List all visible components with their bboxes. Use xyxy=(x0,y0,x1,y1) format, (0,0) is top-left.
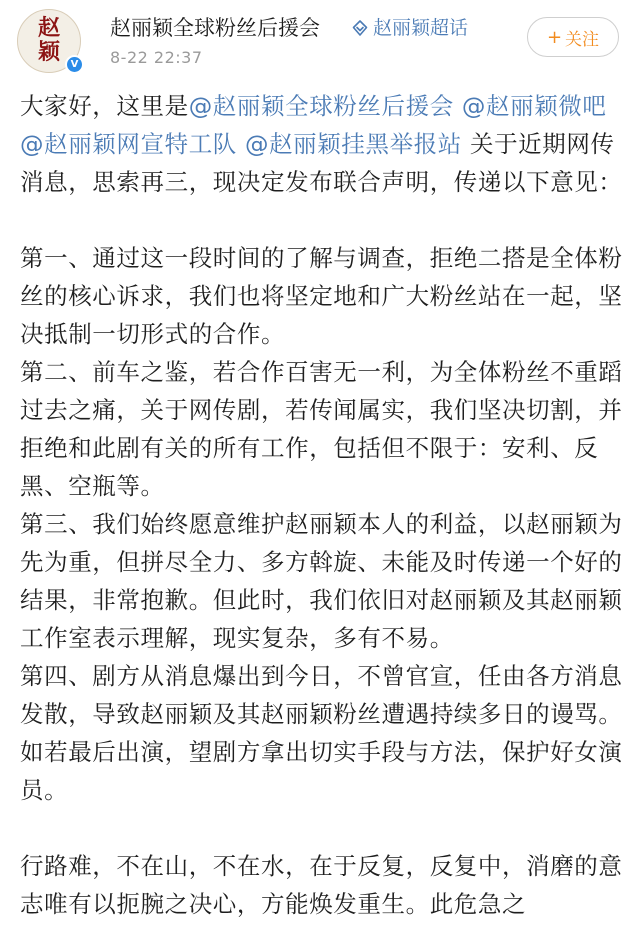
verified-v-icon: V xyxy=(65,55,84,74)
paragraph-gap xyxy=(20,201,626,239)
super-topic-link[interactable] xyxy=(351,14,468,42)
intro-prefix: 大家好，这里是 xyxy=(20,92,189,120)
avatar-logo-top-char: 赵 xyxy=(37,15,60,41)
post-header xyxy=(0,0,636,80)
intro-paragraph xyxy=(20,87,626,201)
mention-link[interactable]: @赵丽颖挂黑举报站 xyxy=(244,130,462,158)
follow-button-label: 关注 xyxy=(565,29,600,50)
mention-link[interactable]: @赵丽颖全球粉丝后援会 xyxy=(188,92,454,120)
mention-link[interactable]: @赵丽颖微吧 xyxy=(461,92,607,120)
super-topic-icon xyxy=(351,19,369,37)
avatar-logo-bottom-char: 颖 xyxy=(37,39,60,65)
super-topic-label: 赵丽颖超话 xyxy=(373,17,469,39)
post-body xyxy=(20,87,626,923)
point-paragraph: 第二、前车之鉴，若合作百害无一利，为全体粉丝不重蹈过去之痛，关于网传剧，若传闻属实，我们坚决切割，并拒绝和此剧有关的所有工作，包括但不限于：安利、反黑、空瓶等。 xyxy=(20,358,623,500)
point-paragraph: 第一、通过这一段时间的了解与调查，拒绝二搭是全体粉丝的核心诉求，我们也将坚定地和广大粉丝站在一起，坚决抵制一切形式的合作。 xyxy=(20,244,623,348)
closing-paragraph: 行路难，不在山，不在水，在于反复，反复中，消磨的意志唯有以扼腕之决心，方能焕发重生。此危急之 xyxy=(20,852,623,918)
point-paragraph: 第四、剧方从消息爆出到今日，不曾官宣，任由各方消息发散，导致赵丽颖及其赵丽颖粉丝遭遇持续多日的谩骂。如若最后出演，望剧方拿出切实手段与方法，保护好女演员。 xyxy=(20,662,623,804)
mention-link[interactable]: @赵丽颖网宣特工队 xyxy=(20,130,237,158)
follow-button[interactable] xyxy=(527,17,619,57)
intro-suffix: 关于近期网传消息，思索再三，现决定发布联合声明，传递以下意见： xyxy=(20,130,623,196)
post-timestamp: 8-22 22:37 xyxy=(110,48,203,67)
paragraph-gap xyxy=(20,809,626,847)
point-paragraph: 第三、我们始终愿意维护赵丽颖本人的利益，以赵丽颖为先为重，但拼尽全力、多方斡旋、未能及时传递一个好的结果，非常抱歉。但此时，我们依旧对赵丽颖及其赵丽颖工作室表示理解，现实复杂，多有不易。 xyxy=(20,510,623,652)
plus-icon: + xyxy=(546,26,563,48)
author-name[interactable]: 赵丽颖全球粉丝后援会 xyxy=(110,16,320,40)
